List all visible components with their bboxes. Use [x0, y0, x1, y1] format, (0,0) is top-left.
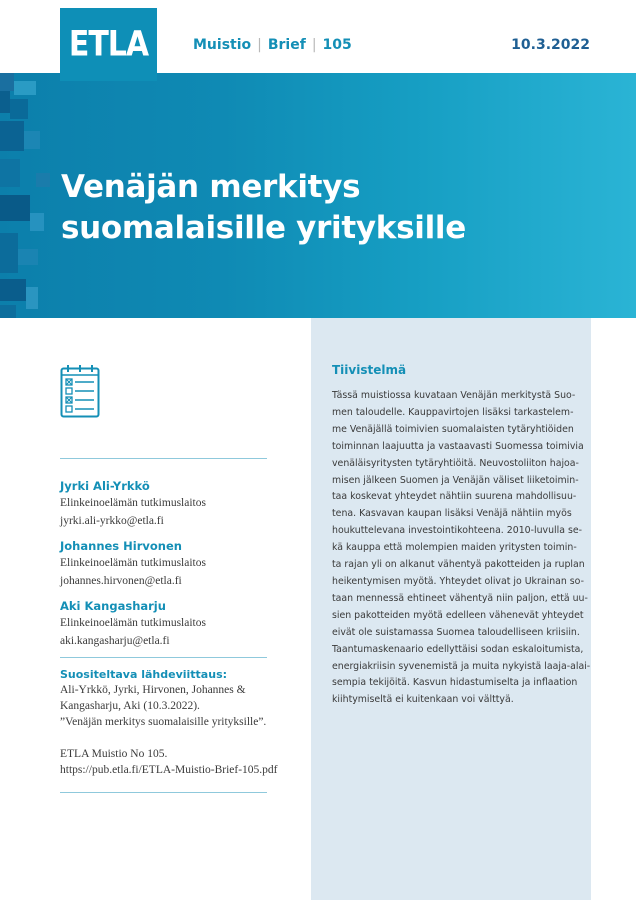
etla-logo	[60, 8, 157, 81]
series-separator: |	[257, 37, 262, 53]
title-line: suomalaisille yrityksille	[61, 210, 466, 246]
series-muistio: Muistio	[193, 37, 252, 53]
summary-line: venäläisyritysten tytäryhtiöitä. Neuvostoliiton hajoa-	[332, 457, 579, 469]
document-title	[61, 167, 466, 249]
series-separator: |	[311, 37, 317, 53]
author-name: Johannes Hirvonen	[60, 539, 182, 553]
logo-text: ETLA	[68, 24, 149, 65]
checklist-icon	[60, 364, 100, 418]
summary-panel	[311, 318, 591, 900]
citation-heading: Suositeltava lähdeviittaus:	[60, 668, 228, 681]
title-banner	[0, 73, 636, 318]
series-number: 105	[322, 37, 352, 53]
summary-line: Taantumaskenaario edellyttäisi sodan eskaloitumista,	[332, 643, 584, 655]
summary-line: sempia tekijöitä. Kasvun hidastumiselta ja inflaation	[332, 677, 578, 689]
author-block	[60, 598, 206, 650]
citation-block	[60, 667, 278, 778]
summary-line: Tässä muistiossa kuvataan Venäjän merkitystä Suo-	[332, 390, 576, 401]
author-org: Elinkeinoelämän tutkimuslaitos	[60, 557, 206, 569]
author-block	[60, 538, 206, 590]
summary-text	[332, 388, 591, 709]
summary-line: kä kauppa että molempien maiden yritysten toimin-	[332, 542, 577, 554]
title-line: Venäjän merkitys	[61, 169, 361, 205]
author-block	[60, 478, 206, 530]
summary-line: eivät ole suistamassa Suomea taloudelliseen kriisiin.	[332, 626, 580, 638]
summary-line: me Venäjällä toimivien suomalaisten tytäryhtiöiden	[332, 423, 574, 435]
summary-line: kiihtymiseltä ei kuitenkaan voi välttyä.	[332, 694, 514, 706]
summary-line: heikentymisen myötä. Yhteydet olivat jo Ukrainan so-	[332, 575, 584, 587]
summary-line: energiakriisin syvenemistä ja muita nykyistä laaja-alai-	[332, 660, 591, 672]
publication-url[interactable]: https://pub.etla.fi/ETLA-Muistio-Brief-105.pdf	[60, 764, 278, 776]
author-org: Elinkeinoelämän tutkimuslaitos	[60, 617, 206, 629]
divider	[60, 792, 267, 793]
publication-date: 10.3.2022	[511, 37, 590, 53]
summary-line: ta rajan yli on alkanut vähentyä pakotteiden ja ruplan	[332, 559, 585, 571]
summary-line: houkuttelevana investointikohteena. 2010-luvulla se-	[332, 525, 583, 537]
author-email[interactable]: johannes.hirvonen@etla.fi	[60, 575, 182, 587]
citation-line: Ali-Yrkkö, Jyrki, Hirvonen, Johannes &	[60, 684, 246, 696]
summary-line: tena. Kasvavan kaupan lisäksi Venäjä nähtiin myös	[332, 508, 572, 520]
series-label	[193, 37, 352, 53]
author-email[interactable]: aki.kangasharju@etla.fi	[60, 635, 170, 647]
citation-line: Kangasharju, Aki (10.3.2022).	[60, 700, 200, 712]
publication-line: ETLA Muistio No 105.	[60, 748, 168, 760]
summary-line: misen jälkeen Suomen ja Venäjän väliset liiketoimin-	[332, 474, 579, 486]
author-org: Elinkeinoelämän tutkimuslaitos	[60, 497, 206, 509]
summary-line: sien pakotteiden myötä edelleen vähenevät yhteydet	[332, 609, 584, 621]
summary-line: men taloudelle. Kauppavirtojen lisäksi tarkastelem-	[332, 406, 574, 418]
series-brief: Brief	[267, 37, 306, 53]
author-email[interactable]: jyrki.ali-yrkko@etla.fi	[60, 515, 164, 527]
divider	[60, 458, 267, 459]
citation-line: ”Venäjän merkitys suomalaisille yrityksille”.	[60, 716, 267, 728]
summary-line: taa koskevat yhteydet nähtiin suurena mahdollisuu-	[332, 491, 577, 503]
summary-heading: Tiivistelmä	[332, 363, 407, 377]
divider	[60, 657, 267, 658]
summary-line: toiminnan laajuutta ja vastaavasti Suomessa toimivia	[332, 440, 584, 452]
author-name: Aki Kangasharju	[60, 599, 166, 613]
summary-line: taan mennessä ehtineet vähentyä niin paljon, että uu-	[332, 592, 588, 604]
author-name: Jyrki Ali-Yrkkö	[60, 479, 150, 493]
